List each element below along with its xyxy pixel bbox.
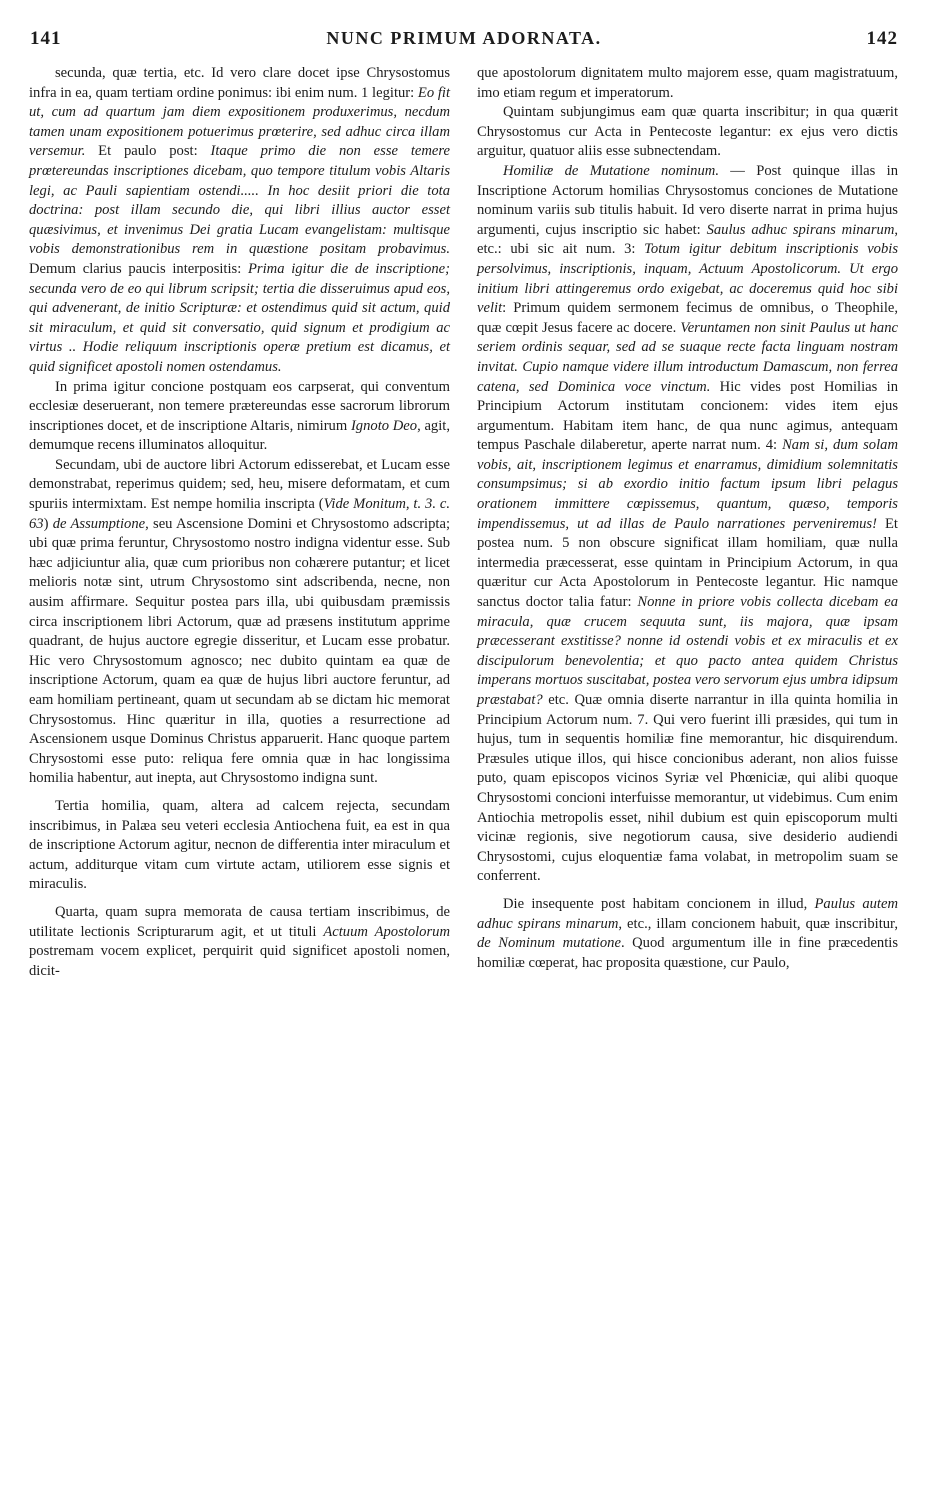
paragraph xyxy=(29,797,450,895)
text-segment: secunda, quæ tertia, etc. Id vero clare docet ipse Chrysostomus infra in ea, quam tertiam ordine ponimus: ibi enim num. 1 legitur: xyxy=(29,65,450,101)
paragraph xyxy=(477,895,898,973)
paragraph xyxy=(477,64,898,103)
paragraph xyxy=(477,103,898,162)
text-segment: — Post quinque illas in Inscriptione Actorum homilias Chrysostomus conciones de Mutatione nominum variis sub titulis habuit. Id vero diserte narrat in prima hujus argumenti, cujus inscriptio sic habet: xyxy=(477,162,898,238)
right-text-column xyxy=(477,64,898,973)
text-segment: , etc., illam concionem habuit, quæ inscribitur, xyxy=(618,915,898,932)
text-segment: : Primum quidem sermonem fecimus de omnibus, o Theophile, quæ cœpit Jesus facere ac docere. xyxy=(477,300,898,336)
right-page-number: 142 xyxy=(866,28,898,49)
text-segment: In prima igitur concione postquam eos carpserat, qui conventum ecclesiæ deseruerant, non temere prætereundas esse sacrorum librorum inscriptiones docet, et de inscriptione Altaris, nimirum xyxy=(29,378,450,434)
italic-text-segment: de Nominum mutatione xyxy=(477,935,621,952)
paragraph xyxy=(29,378,450,456)
text-segment: Die insequente post habitam concionem in illud, xyxy=(503,895,815,912)
italic-text-segment: Vide Monitum, t. 3. c. 63 xyxy=(29,496,450,532)
paragraph xyxy=(29,903,450,981)
text-segment: Hic vides post Homilias in Principium Actorum institutam concionem: vides item ejus argumentum. Habitam item hanc, de qua nunc agimus, antequam tempus Paschale dilaberetur, aperte narrat num. 4: xyxy=(477,378,898,454)
text-segment: , agit, demumque recens illuminatos alloquitur. xyxy=(29,417,450,454)
italic-text-segment: Homiliæ de Mutatione nominum. xyxy=(503,162,719,179)
text-segment: Quintam subjungimus eam quæ quarta inscribitur; in qua quærit Chrysostomus cur Acta in Pentecoste legantur: ex ejus vero dictis arguitur, quatuor aliis esse subnectendam. xyxy=(477,104,898,160)
italic-text-segment: Nam si, dum solam vobis, ait, inscriptionem legimus et enarramus, dimidium solemnitatis consumpsimus; si ab exordio initio factum ipsum libri pelagus orationem immittere cœpissemus, quantum, quæso, temporis impendissemus, ut ad illas de Paulo narrationes perveniremus! xyxy=(477,437,898,532)
text-segment: Secundam, ubi de auctore libri Actorum edisserebat, et Lucam esse demonstrabat, reperimus quidem; sed, heu, misere deformatam, et cum spuriis intermixtam. Est nempe homilia inscripta ( xyxy=(29,456,450,513)
italic-text-segment: Itaque primo die non esse temere prœtereundas inscriptiones dicebam, quo tempore titulum vobis Altaris legi, ac Pauli sapientiam ostendi..... In hoc desiit priori die tota doctrina: post illam secundo die, qui libri illius auctor esset quæsivimus, et invenimus Dei gratia Lucam evangelistam: multisque vobis demonstrationibus rem in quæstione positam probavimus. xyxy=(29,143,450,258)
italic-text-segment: Eo fit ut, cum ad quartum jam diem expositionem produxerimus, necdum tamen unam expositionem potuerimus prœterire, sed adhuc circa illam versemur. xyxy=(29,84,450,160)
text-segment: Quarta, quam supra memorata de causa tertiam inscribimus, de utilitate lectionis Scripturarum agit, et ut tituli xyxy=(29,903,450,940)
text-segment: Tertia homilia, quam, altera ad calcem rejecta, secundam inscribimus, in Palæa seu veteri ecclesia Antiochena fuit, ea est in qua de inscriptione Actorum agitur, necnon de differentia inter miraculum et actum, additurque vitam cum virtute actam, utiliorem esse signis et miraculis. xyxy=(29,797,450,893)
paragraph xyxy=(29,456,450,789)
paragraph xyxy=(477,162,898,887)
text-segment: que apostolorum dignitatem multo majorem esse, quam magistratuum, imo etiam regum et imperatorum. xyxy=(477,65,898,101)
italic-text-segment: Prima igitur die de inscriptione; secunda vero de eo qui librum scripsit; tertia die disseruimus apud eos, qui advenerant, de initio Scripturæ: et ostendimus quid sit actum, quid sit miraculum, et quid sit conversatio, quid signum et prodigium ac virtus .. Hodie reliquum inscriptionis operæ pretium est dicamus, et quid significet apostoli nomen ostendamus. xyxy=(29,260,450,375)
italic-text-segment: Ignoto Deo xyxy=(350,417,418,434)
italic-text-segment: Paulus autem adhuc spirans minarum xyxy=(477,895,898,932)
text-segment: etc. Quæ omnia diserte narrantur in illa quinta homilia in Principium Actorum num. 7. Qui vero fuerint illi præsides, qui tum in hujus, tum in sequentis homiliæ fine memorantur, hic disquirendum. Præsules utique illos, qui hisce concionibus aderant, non alios fuisse puto, quam episcopos vicinos Syriæ vel Phœniciæ, qui alibi quoque Chrysostomi concioni interfuisse memorantur, ut videbimus. Cum enim Antiochia metropolis esset, nihil dubium est quin episcoporum multi vicinæ regionis, sive negotiorum causa, sive desiderio audiendi Chrysostomi, cujus eloquentiæ fama volabat, in metropolim suam se conferrent. xyxy=(477,692,898,885)
text-segment: Et postea num. 5 non obscure significat illam homiliam, quæ nulla intermedia præcesserat, esse quintam in Principium Actorum, in qua quæritur cur Acta Apostolorum in Pentecoste legantur. Hic namque sanctus doctor talia fatur: xyxy=(477,515,898,611)
text-segment: , seu Ascensione Domini et Chrysostomo adscripta; ubi quæ prima feruntur, Chrysostomo nostro indigna videntur esse. Sub hæc adjiciuntur alia, quæ cum prioribus non cohærere putantur; et licet melioris notæ sint, utrum Chrysostomo sint adscribenda, necne, non ausim affirmare. Sequitur postea pars illa, ubi quibusdam præmissis circa inscriptionem libri Actorum, quæ ad præsens institutum apprime quadrant, de hujus auctore egregie disseritur, et Lucam esse probatur. Hic vero Chrysostomum agnosco; nec dubito quintam ea quæ de inscriptione Actorum, quam ea quæ de hujus libri auctore feruntur, ad eam homiliam pertineant, quam ut secundam ab se dictam hic memorat Chrysostomus. Hinc quæritur in illa, quoties a resurrectione ad Ascensionem usque Dominus Christus apparuerit. Hanc quoque partem Chrysostomi esse puto: reliqua fere omnia quæ in hac longissima homilia habentur, aut inepta, aut Chrysostomo indigna sunt. xyxy=(29,515,450,787)
text-segment: Et paulo post: xyxy=(85,143,211,160)
text-segment: . Quod argumentum ille in fine præcedentis homiliæ cœperat, hac proposita quæstione, cur Paulo, xyxy=(477,935,898,971)
text-segment: Demum clarius paucis interpositis: xyxy=(29,260,248,277)
italic-text-segment: Nonne in priore vobis collecta dicebam ea miracula, quæ crucem sequuta sunt, iis majora, quæ ipsam præcesserant exstitisse? nonne id ostendi vobis et ex miraculis et ex discipulorum benevolentia; et quo pacto antea quidem Christus imperans mortuos suscitabat, postea vero servorum ejus umbra idipsum præstabat? xyxy=(477,594,899,708)
italic-text-segment: Actuum Apostolorum xyxy=(323,923,450,940)
text-segment: ) xyxy=(43,515,53,532)
paragraph xyxy=(29,64,450,378)
running-title: NUNC PRIMUM ADORNATA. xyxy=(326,28,602,48)
left-page-number: 141 xyxy=(30,28,62,49)
running-header xyxy=(30,28,898,58)
italic-text-segment: Saulus adhuc spirans minarum xyxy=(706,221,895,238)
italic-text-segment: de Assumptione xyxy=(52,515,146,532)
left-text-column xyxy=(29,64,450,981)
text-segment: , etc.: ubi sic ait num. 3: xyxy=(477,221,899,258)
text-segment: postremam vocem explicet, perquirit quid significet apostoli nomen, dicit- xyxy=(29,943,450,979)
italic-text-segment: Veruntamen non sinit Paulus ut hanc seriem ordinis sequar, sed ad se suaque recte facta linguam nostram invitat. Cupio namque videre illum introductum Damascum, non ferrea catena, sed Dominica voce vinctum. xyxy=(477,319,898,395)
italic-text-segment: Totum igitur debitum inscriptionis vobis persolvimus, inscriptionis, inquam, Actuum Apostolicorum. Ut ergo initium libri attingeremus ordo exigebat, ac doceremus quid hoc sibi velit xyxy=(477,241,898,317)
